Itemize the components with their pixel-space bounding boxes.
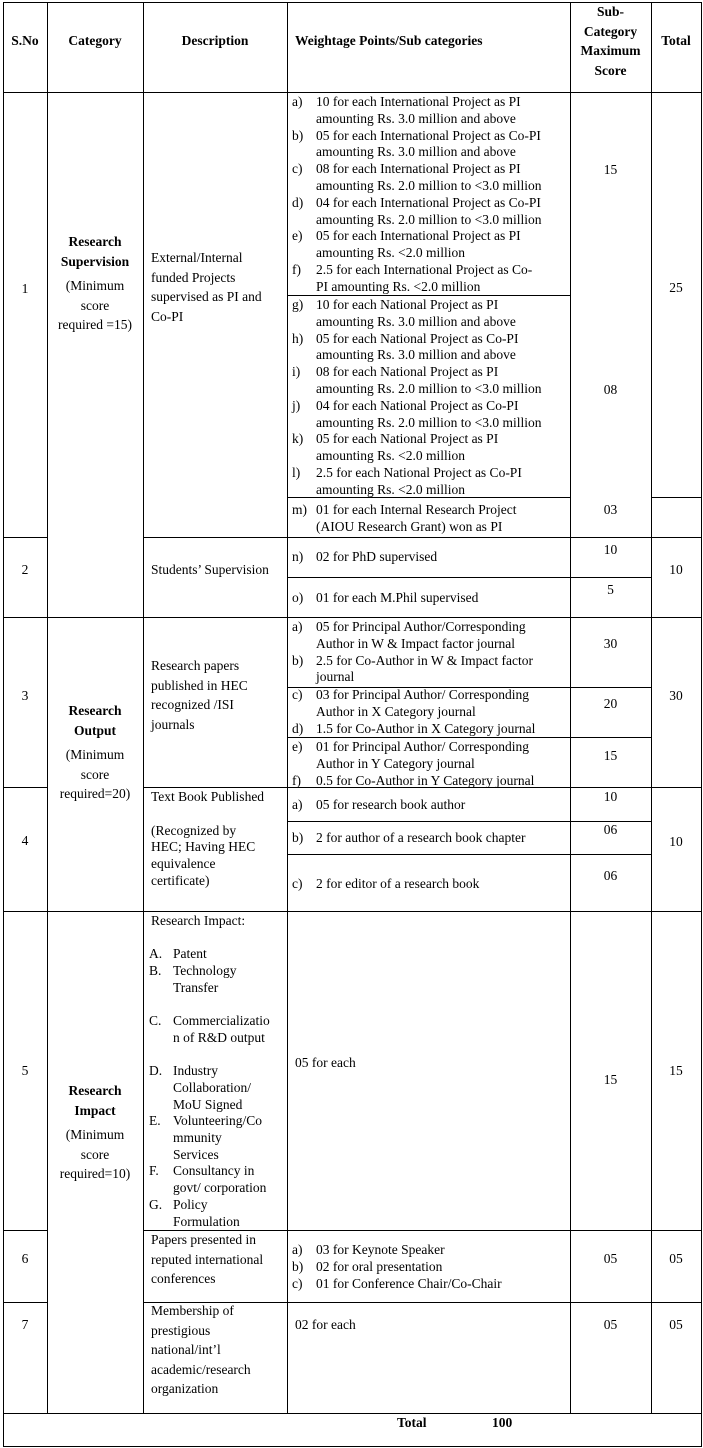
row-total: 05 (669, 1251, 683, 1266)
sno-row-divider (3, 1302, 47, 1303)
row-description: Text Book Published (151, 789, 265, 804)
row-description: certificate) (151, 873, 210, 888)
row-sno: 4 (21, 833, 29, 848)
item-text: 2.5 for each National Project as Co-PI (316, 465, 522, 480)
item-text: 05 for research book author (316, 797, 466, 812)
item-text: Author in Y Category journal (316, 755, 475, 771)
item-text: amounting Rs. 3.0 million and above (316, 110, 516, 126)
description-divider (143, 911, 287, 912)
row-sno: 5 (21, 1063, 29, 1078)
impact-text: Technology (173, 963, 237, 978)
row-description: External/Internal (151, 250, 243, 265)
row-total: 05 (669, 1317, 683, 1332)
item-text: 05 for each (295, 1055, 356, 1070)
item-text: amounting Rs. 2.0 million to <3.0 million (316, 178, 542, 193)
item-text: 03 for Principal Author/ Corresponding (316, 687, 529, 702)
header-sub-max: Category (583, 23, 638, 39)
sub-score: 10 (603, 542, 618, 557)
row-sno: 3 (21, 688, 29, 703)
description-divider (143, 617, 287, 618)
item-text: journal (316, 669, 355, 685)
item-label: f) (292, 262, 301, 277)
item-label: a) (292, 1242, 303, 1257)
category-note: score (80, 297, 110, 313)
total-divider (651, 911, 701, 912)
impact-text: Transfer (173, 979, 219, 995)
sno-row-divider (3, 537, 47, 538)
row-sno: 2 (21, 562, 29, 577)
total-divider (651, 497, 701, 498)
item-label: f) (292, 772, 301, 788)
impact-label: D. (149, 1063, 163, 1078)
table-bottom-border (3, 1446, 701, 1447)
header-total: Total (661, 33, 691, 48)
row-description: recognized /ISI (151, 697, 234, 712)
row-sno: 1 (21, 281, 29, 296)
impact-label: E. (149, 1113, 161, 1128)
item-label: a) (292, 797, 303, 812)
sub-score: 15 (603, 1072, 618, 1087)
total-divider (651, 1302, 701, 1303)
weightage-divider (287, 1302, 651, 1303)
row-description: (Recognized by (151, 822, 237, 838)
item-label: i) (292, 364, 301, 380)
impact-text: Volunteering/Co (173, 1113, 262, 1128)
impact-label: F. (149, 1163, 159, 1178)
row-description: Papers presented in (151, 1232, 256, 1247)
weightage-divider (287, 537, 651, 538)
sno-row-divider (3, 617, 47, 618)
item-text: amounting Rs. 3.0 million and above (316, 144, 516, 160)
sno-row-divider (3, 911, 47, 912)
impact-text: Industry (173, 1063, 218, 1078)
total-divider (651, 1230, 701, 1231)
item-text: amounting Rs. <2.0 million (316, 448, 465, 464)
row-description: organization (151, 1381, 219, 1396)
item-text: 08 for each National Project as PI (316, 364, 499, 380)
item-label: o) (292, 590, 304, 605)
item-text: 05 for each National Project as Co-PI (316, 330, 519, 346)
item-label: e) (292, 228, 303, 244)
category-title: Research (68, 703, 122, 718)
column-divider (651, 2, 652, 1413)
sub-score: 05 (603, 1317, 618, 1332)
category-note: required =15) (58, 317, 132, 332)
sub-score: 05 (603, 1251, 618, 1266)
impact-label: B. (149, 963, 162, 978)
row-description: Students’ Supervision (151, 562, 269, 577)
item-label: c) (292, 161, 303, 177)
item-text: 05 for Principal Author/Corresponding (316, 619, 526, 634)
item-label: g) (292, 297, 304, 312)
row-total: 10 (669, 562, 683, 577)
weightage-divider (287, 911, 651, 912)
row-total: 30 (669, 688, 683, 703)
impact-text: Commercializatio (173, 1013, 270, 1028)
item-text: 01 for each Internal Research Project (316, 502, 517, 517)
sub-score: 06 (603, 822, 618, 837)
category-note: required=20) (59, 786, 131, 801)
category-note: score (80, 766, 110, 782)
item-text: 02 for oral presentation (316, 1259, 443, 1274)
item-text: amounting Rs. 2.0 million to <3.0 million (316, 211, 542, 227)
item-text: 10 for each International Project as PI (316, 94, 521, 109)
item-text: 2 for author of a research book chapter (316, 830, 526, 845)
header-description: Description (181, 33, 249, 48)
item-text: 05 for each National Project as PI (316, 431, 499, 447)
item-text: Author in W & Impact factor journal (316, 635, 515, 651)
impact-text: Consultancy in (173, 1163, 255, 1178)
sub-score: 20 (603, 696, 618, 711)
item-text: 03 for Keynote Speaker (316, 1242, 445, 1257)
item-label: d) (292, 720, 304, 736)
row-description: Research Impact: (151, 913, 246, 928)
sub-score: 5 (607, 582, 614, 597)
item-label: j) (292, 397, 301, 413)
description-divider (143, 537, 287, 538)
weightage-divider (287, 854, 651, 855)
item-text: 2.5 for Co-Author in W & Impact factor (316, 652, 533, 668)
header-sub-max: Maximum (580, 43, 641, 58)
row-description: journals (151, 716, 195, 732)
item-text: 08 for each International Project as PI (316, 161, 521, 177)
row-description: Membership of (151, 1303, 234, 1318)
item-label: b) (292, 1259, 304, 1274)
category-divider (47, 617, 143, 618)
item-text: 1.5 for Co-Author in X Category journal (316, 720, 536, 736)
impact-label: A. (149, 946, 163, 961)
row-total: 25 (669, 280, 683, 295)
category-note: (Minimum (65, 1127, 125, 1142)
impact-text: Formulation (173, 1213, 240, 1229)
total-divider (651, 537, 701, 538)
weightage-divider (287, 577, 651, 578)
sub-score: 03 (603, 502, 618, 517)
item-label: l) (292, 465, 301, 480)
impact-text: Patent (173, 946, 207, 961)
row-description: Research papers (151, 658, 240, 673)
row-description: supervised as PI and (151, 289, 262, 304)
item-text: amounting Rs. 2.0 million to <3.0 million (316, 414, 542, 430)
item-text: (AIOU Research Grant) won as PI (316, 519, 503, 534)
sub-score: 15 (603, 162, 618, 177)
row-description: HEC; Having HEC (151, 839, 256, 855)
item-label: d) (292, 194, 304, 210)
category-title: Impact (74, 1102, 116, 1118)
sub-score: 30 (603, 636, 618, 651)
header-weightage: Weightage Points/Sub categories (295, 33, 483, 48)
total-row-divider (3, 1413, 701, 1414)
grand-total-value: 100 (492, 1415, 513, 1430)
item-label: c) (292, 876, 303, 891)
header-sub-max: Score (594, 62, 627, 78)
impact-text: mmunity (173, 1129, 222, 1145)
item-text: PI amounting Rs. <2.0 million (316, 278, 481, 294)
row-total: 15 (669, 1063, 683, 1078)
column-divider (287, 2, 288, 1413)
row-description: national/int’l (151, 1342, 221, 1357)
row-total: 10 (669, 834, 683, 849)
row-description: published in HEC (151, 677, 248, 693)
item-text: 05 for each International Project as Co-PI (316, 127, 541, 143)
table-right-border (701, 2, 702, 1447)
row-description: prestigious (151, 1322, 211, 1338)
item-text: 10 for each National Project as PI (316, 297, 499, 312)
category-note: required=10) (59, 1166, 131, 1181)
item-text: amounting Rs. 2.0 million to <3.0 million (316, 381, 542, 396)
weightage-divider (287, 1230, 651, 1231)
sub-score: 06 (603, 868, 618, 883)
row-sno: 7 (21, 1317, 29, 1332)
item-label: b) (292, 652, 304, 668)
item-text: 05 for each International Project as PI (316, 228, 521, 244)
item-text: 0.5 for Co-Author in Y Category journal (316, 772, 535, 788)
item-label: a) (292, 94, 303, 109)
sno-row-divider (3, 1230, 47, 1231)
category-note: score (80, 1146, 110, 1162)
item-text: amounting Rs. <2.0 million (316, 245, 465, 261)
item-text: 01 for each M.Phil supervised (316, 590, 479, 605)
header-sno: S.No (11, 33, 39, 48)
item-label: k) (292, 431, 304, 447)
impact-text: Services (173, 1146, 219, 1162)
sno-row-divider (3, 787, 47, 788)
row-description: funded Projects (151, 269, 236, 285)
item-label: b) (292, 127, 304, 143)
category-title: Research (68, 234, 122, 249)
total-divider (651, 787, 701, 788)
category-title: Output (73, 722, 117, 738)
item-text: amounting Rs. <2.0 million (316, 481, 465, 497)
item-text: 04 for each National Project as Co-PI (316, 397, 519, 413)
impact-label: G. (149, 1197, 163, 1212)
category-title: Supervision (60, 253, 130, 269)
weightage-divider (287, 737, 651, 738)
column-divider (143, 2, 144, 1413)
category-note: (Minimum (65, 747, 125, 762)
item-text: Author in X Category journal (316, 703, 476, 719)
item-text: 01 for Conference Chair/Co-Chair (316, 1276, 502, 1291)
header-divider (3, 92, 701, 93)
sub-score: 10 (603, 789, 618, 804)
row-description: conferences (151, 1271, 216, 1286)
item-text: 02 for PhD supervised (316, 549, 438, 564)
category-divider (47, 911, 143, 912)
item-text: 2 for editor of a research book (316, 876, 480, 891)
item-label: m) (292, 502, 307, 517)
item-text: 2.5 for each International Project as Co- (316, 262, 533, 277)
impact-label: C. (149, 1013, 162, 1028)
impact-text: govt/ corporation (173, 1179, 267, 1195)
item-label: e) (292, 739, 303, 754)
row-description: equivalence (151, 856, 216, 872)
row-description: academic/research (151, 1361, 251, 1377)
category-note: (Minimum (65, 278, 125, 293)
impact-text: n of R&D output (173, 1029, 265, 1045)
description-divider (143, 787, 287, 788)
impact-text: MoU Signed (173, 1096, 243, 1112)
item-text: 04 for each International Project as Co-PI (316, 194, 541, 210)
impact-text: Policy (173, 1197, 208, 1212)
item-text: 02 for each (295, 1317, 356, 1332)
item-label: a) (292, 619, 303, 634)
header-category: Category (68, 33, 122, 48)
grand-total-label: Total (397, 1415, 427, 1430)
weightage-divider (287, 617, 651, 618)
row-sno: 6 (21, 1251, 29, 1266)
item-text: amounting Rs. 3.0 million and above (316, 347, 516, 363)
impact-text: Collaboration/ (173, 1079, 251, 1095)
sub-score: 15 (603, 748, 618, 763)
item-label: b) (292, 830, 304, 845)
category-title: Research (68, 1083, 122, 1098)
item-label: h) (292, 330, 304, 346)
row-description: reputed international (151, 1251, 264, 1267)
item-text: amounting Rs. 3.0 million and above (316, 313, 516, 329)
header-sub-max: Sub- (596, 4, 625, 19)
item-label: c) (292, 687, 303, 702)
item-label: c) (292, 1276, 303, 1291)
sub-score: 08 (603, 382, 618, 397)
total-divider (651, 617, 701, 618)
row-description: Co-PI (151, 308, 184, 324)
item-label: n) (292, 549, 304, 564)
item-text: 01 for Principal Author/ Corresponding (316, 739, 529, 754)
